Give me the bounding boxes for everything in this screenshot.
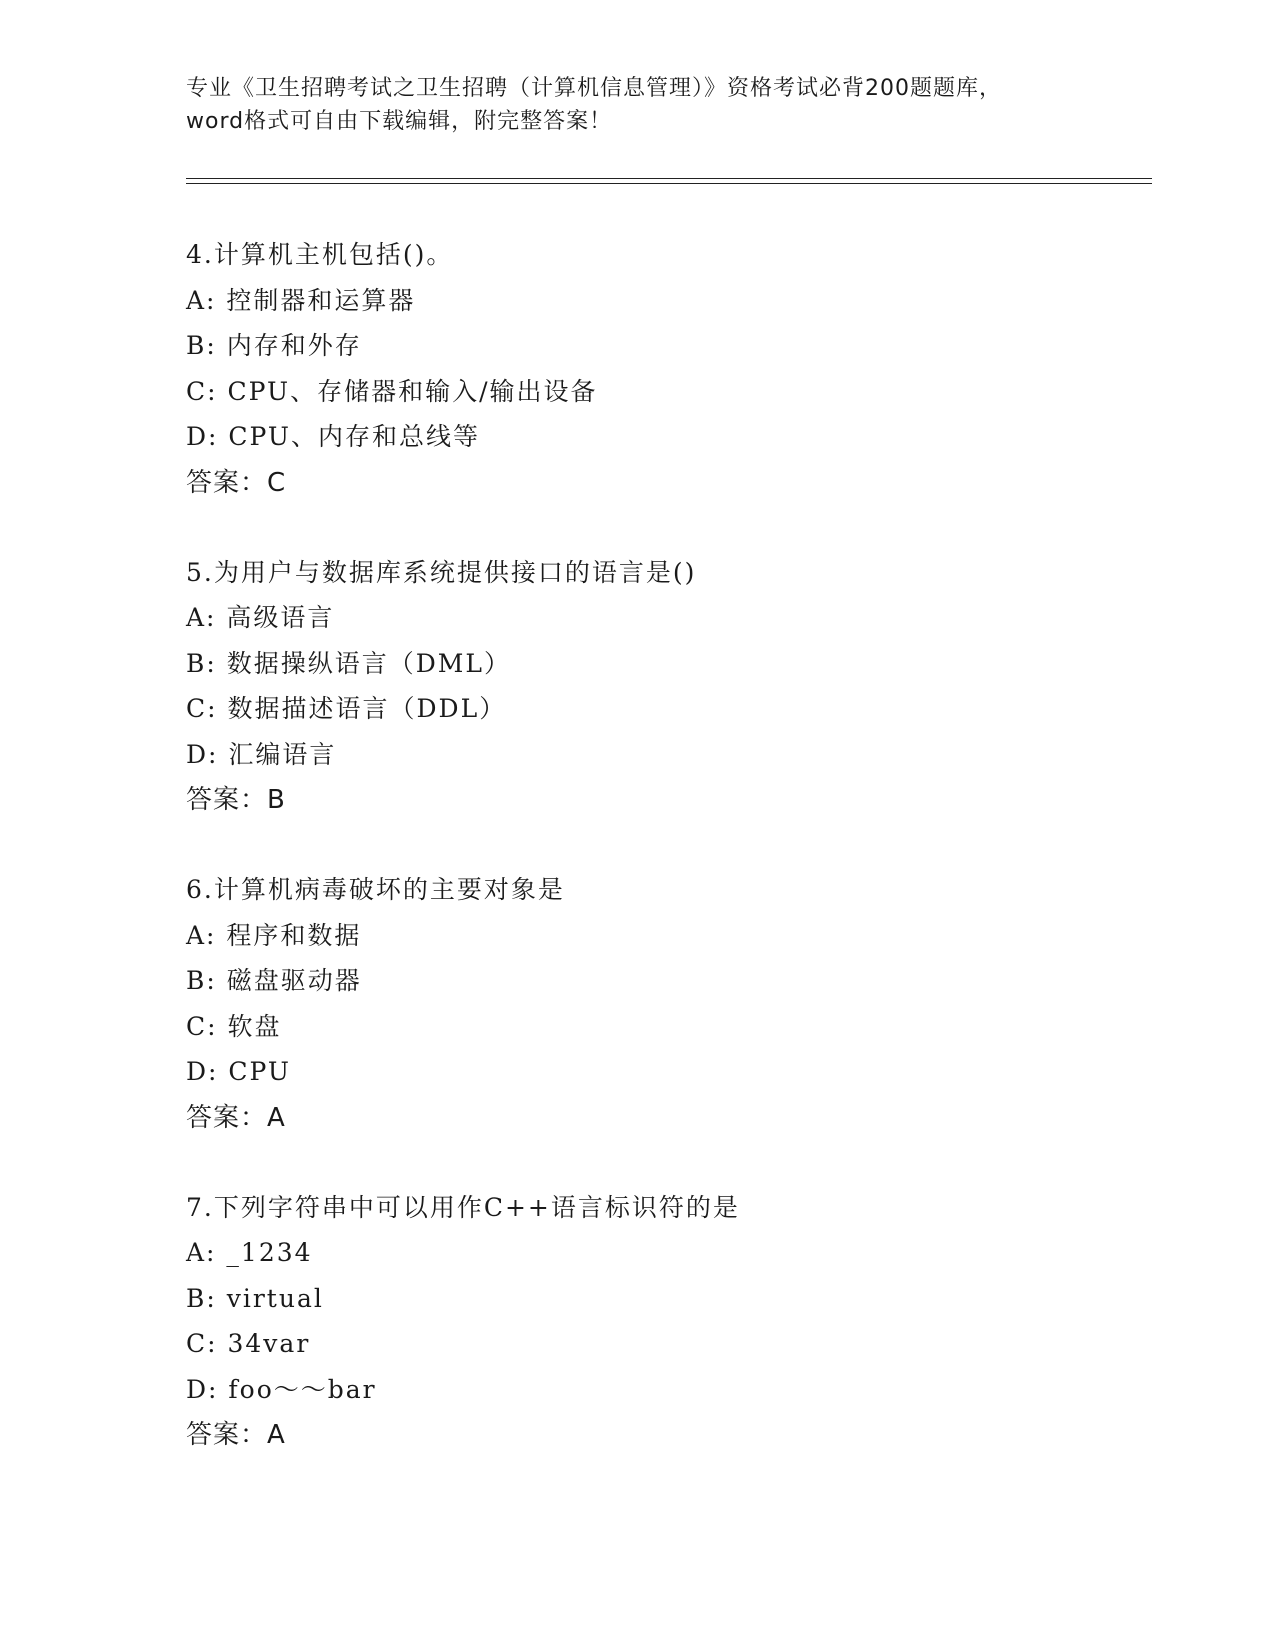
option-d: D: foo～～bar [186,1374,377,1404]
option-a: A: 程序和数据 [186,920,362,950]
option-b: B: 磁盘驱动器 [186,966,362,995]
option-c: C: 数据描述语言（DDL） [186,694,507,723]
question-4 [186,232,1146,506]
question-list [186,232,1146,1502]
option-b: B: 内存和外存 [186,331,362,360]
question-stem: 7.下列字符串中可以用作C++语言标识符的是 [186,1192,740,1222]
answer-line: 答案：A [186,1420,286,1450]
question-6 [186,867,1146,1141]
question-stem: 4.计算机主机包括()。 [186,240,454,269]
option-d: D: CPU、内存和总线等 [186,422,480,451]
option-c: C: 34var [186,1329,311,1358]
question-5 [186,550,1146,824]
header-line-2: word格式可自由下载编辑，附完整答案！ [186,109,613,134]
option-b: B: 数据操纵语言（DML） [186,648,511,678]
document-header [186,72,1086,138]
header-divider-top [186,178,1152,179]
header-line-1: 专业《卫生招聘考试之卫生招聘（计算机信息管理）》资格考试必背200题题库， [186,76,1002,101]
option-a: A: 控制器和运算器 [186,285,416,315]
question-stem: 5.为用户与数据库系统提供接口的语言是() [186,557,697,587]
question-7 [186,1185,1146,1459]
answer-line: 答案：C [186,467,287,498]
question-stem: 6.计算机病毒破坏的主要对象是 [186,875,565,904]
option-a: A: _1234 [186,1238,313,1267]
option-d: D: CPU [186,1057,291,1086]
option-d: D: 汇编语言 [186,739,337,769]
header-divider-bottom [186,183,1152,184]
option-b: B: virtual [186,1283,324,1313]
answer-line: 答案：A [186,1102,286,1133]
option-c: C: CPU、存储器和输入/输出设备 [186,376,598,406]
option-c: C: 软盘 [186,1011,282,1041]
answer-line: 答案：B [186,785,286,815]
option-a: A: 高级语言 [186,603,335,632]
